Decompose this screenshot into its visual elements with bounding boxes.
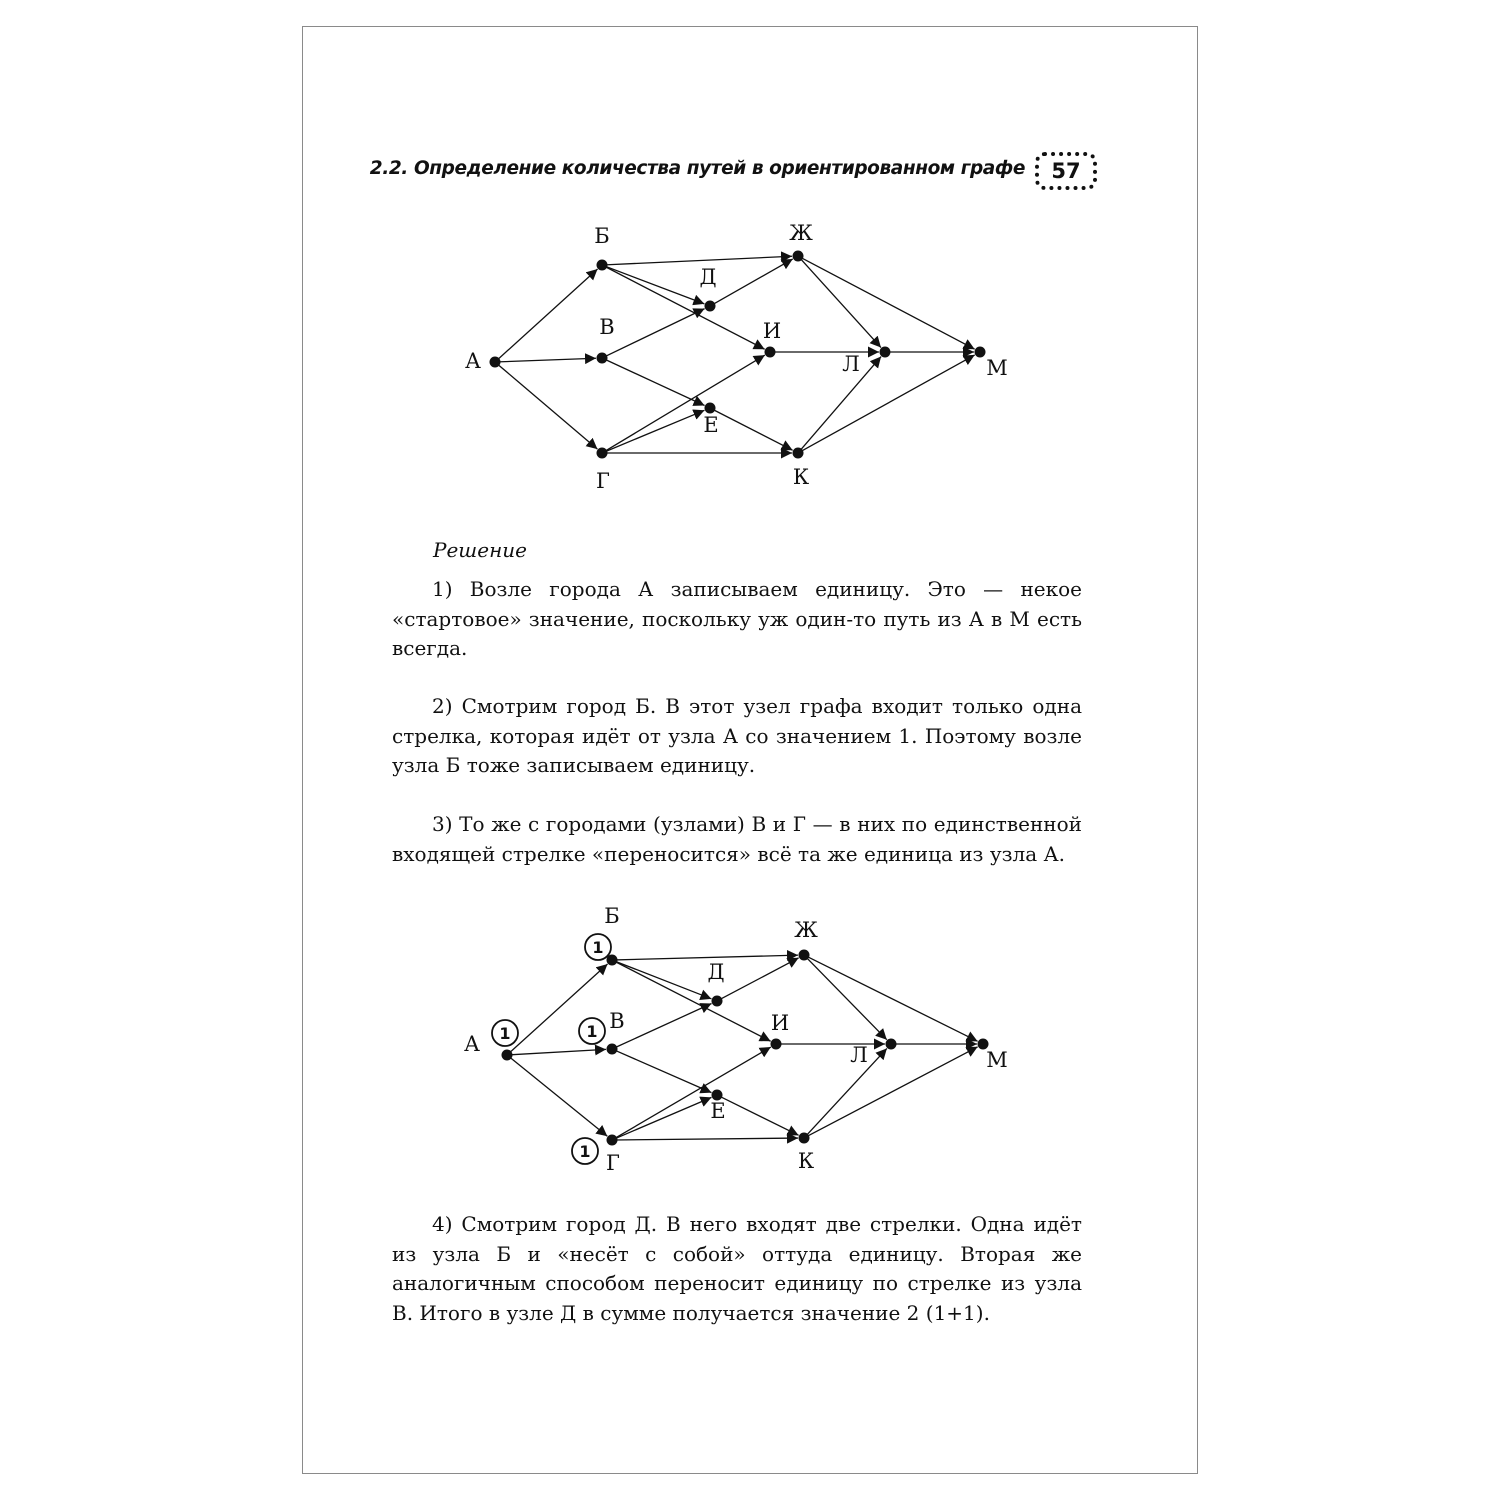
edge-Zh-L (806, 957, 887, 1040)
node-label-V: В (609, 1009, 625, 1033)
node-I (771, 1039, 782, 1050)
node-label-Zh: Ж (794, 918, 818, 942)
edge-A-V (498, 358, 596, 362)
edge-D-Zh (720, 958, 799, 1000)
paragraph-3: 3) То же с городами (узлами) В и Г — в них по единственной входящей стрелке «переносится» всё та же единица из узла А. (392, 812, 1082, 866)
edge-V-E (615, 1050, 712, 1092)
edge-V-D (605, 309, 705, 357)
node-label-L: Л (850, 1043, 868, 1067)
paragraph-4: 4) Смотрим город Д. В него входят две стрелки. Одна идёт из узла Б и «несёт с собой» оттуда единицу. Вторая же аналогичным способом переносит единицу по стрелке из узла В. Итого в узле Д в сумме получается значение 2 (1+1). (392, 1212, 1082, 1325)
graph-diagram-1 (430, 210, 1070, 500)
edge-K-L (806, 1048, 887, 1135)
node-Zh (793, 251, 804, 262)
node-label-D: Д (707, 960, 725, 984)
value-label-G: 1 (579, 1142, 591, 1161)
edge-G-K (615, 1138, 798, 1140)
section-title: 2.2. Определение количества путей в ориентированном графе (369, 158, 1025, 179)
node-G (607, 1135, 618, 1146)
node-label-E: Е (710, 1099, 726, 1123)
edge-K-L (800, 357, 881, 451)
edge-B-D (605, 266, 705, 304)
edge-A-V (510, 1049, 606, 1054)
edge-V-D (615, 1003, 712, 1047)
edge-A-G (497, 364, 597, 449)
edge-A-G (509, 1057, 607, 1136)
edge-B-Zh (605, 256, 792, 265)
edge-A-B (497, 269, 597, 360)
edge-G-E (615, 1097, 712, 1138)
node-V (597, 353, 608, 364)
node-A (490, 357, 501, 368)
node-label-L: Л (842, 352, 860, 376)
node-V (607, 1044, 618, 1055)
edge-B-I (615, 961, 771, 1041)
node-D (705, 301, 716, 312)
node-label-E: Е (703, 413, 719, 437)
node-K (799, 1133, 810, 1144)
edge-K-M (807, 1047, 978, 1137)
paragraph-1: 1) Возле города А записываем единицу. Это — некое «стартовое» значение, поскольку уж один-то путь из А в М есть всегда. (392, 577, 1082, 660)
node-label-K: К (797, 1149, 815, 1173)
node-label-M: М (986, 356, 1008, 380)
node-L (880, 347, 891, 358)
node-label-Zh: Ж (789, 221, 813, 245)
edge-V-E (605, 359, 705, 405)
edge-Zh-M (807, 956, 978, 1041)
paragraph-2: 2) Смотрим город Б. В этот узел графа входит только одна стрелка, которая идёт от узла А со значением 1. Поэтому возле узла Б тоже записываем единицу. (392, 694, 1082, 777)
node-label-G: Г (596, 469, 610, 493)
edge-E-K (720, 1096, 799, 1135)
node-label-B: Б (594, 224, 610, 248)
edge-Zh-L (800, 258, 881, 347)
node-M (975, 347, 986, 358)
value-label-B: 1 (592, 938, 604, 957)
node-G (597, 448, 608, 459)
node-Zh (799, 950, 810, 961)
node-I (765, 347, 776, 358)
solution-label: Решение (433, 538, 527, 562)
node-label-M: М (986, 1048, 1008, 1072)
node-L (886, 1039, 897, 1050)
node-label-V: В (599, 315, 615, 339)
edge-D-Zh (713, 259, 793, 305)
value-label-A: 1 (499, 1024, 511, 1043)
edge-K-M (801, 355, 975, 452)
edge-E-K (713, 409, 793, 450)
edge-B-I (605, 266, 765, 349)
node-label-A: А (465, 349, 481, 373)
edge-Zh-M (801, 257, 975, 349)
node-label-I: И (762, 319, 782, 343)
node-B (597, 260, 608, 271)
node-A (502, 1050, 513, 1061)
page-number: 57 (1035, 152, 1097, 190)
node-label-D: Д (699, 265, 717, 289)
node-E (705, 403, 716, 414)
node-label-G: Г (606, 1151, 620, 1175)
edge-B-D (615, 961, 712, 999)
node-D (712, 996, 723, 1007)
node-K (793, 448, 804, 459)
graph-diagram-2 (430, 905, 1070, 1195)
value-label-V: 1 (586, 1022, 598, 1041)
node-label-I: И (770, 1011, 790, 1035)
edge-G-E (605, 410, 705, 452)
node-label-B: Б (604, 904, 620, 928)
node-label-K: К (792, 465, 810, 489)
running-header (369, 150, 1115, 194)
node-label-A: А (464, 1032, 480, 1056)
edge-G-I (605, 355, 765, 451)
